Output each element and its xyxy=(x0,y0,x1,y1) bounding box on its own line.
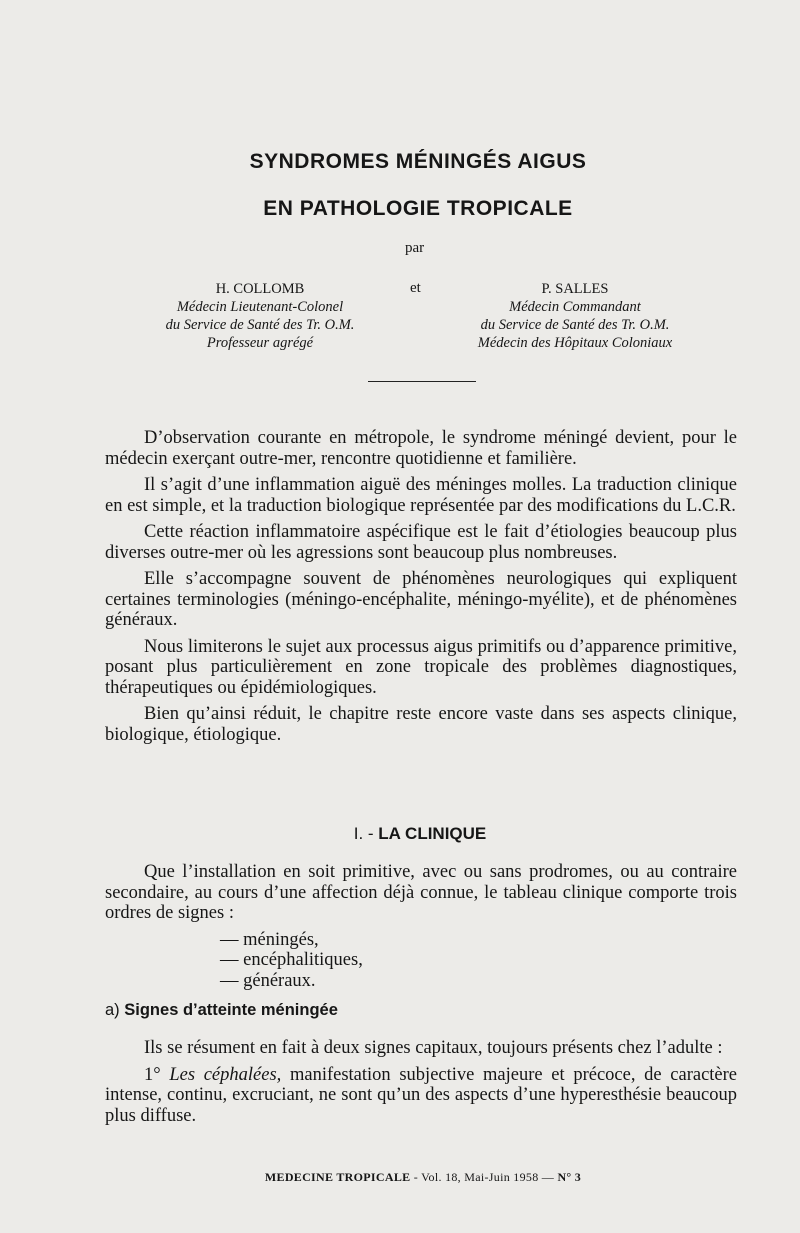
subsection-heading xyxy=(105,1001,338,1020)
paragraph: Que l’installation en soit primitive, avec ou sans prodromes, ou au contraire secondaire, au cours d’une affection déjà connue, le tableau clinique comporte trois ordres de signes : xyxy=(105,862,737,923)
list-item: — encéphalitiques, xyxy=(220,950,363,970)
page-footer xyxy=(0,1170,800,1185)
item-number: 1° xyxy=(144,1064,161,1085)
list-item: — méningés, xyxy=(220,929,319,950)
italic-term: Les céphalées, xyxy=(169,1064,282,1085)
subsection-title: Signes d’atteinte méningée xyxy=(124,1001,338,1019)
author-name: H. COLLOMB xyxy=(215,281,305,297)
journal-name: MEDECINE TROPICALE xyxy=(264,1170,411,1184)
meningeal-signs-text xyxy=(105,1038,737,1132)
paragraph: D’observation courante en métropole, le syndrome méningé devient, pour le médecin exerçant outre-mer, rencontre quotidienne et familière. xyxy=(105,428,737,469)
list-item: — généraux. xyxy=(220,970,316,991)
paragraph: Il s’agit d’une inflammation aiguë des méninges molles. La traduction clinique en est simple, et la traduction biologique représentée par des modifications du L.C.R. xyxy=(105,475,737,516)
journal-details: - Vol. 18, Mai-Juin 1958 — xyxy=(413,1170,555,1184)
author-role: Médecin des Hôpitaux Coloniaux xyxy=(477,335,673,351)
title-line-2: EN PATHOLOGIE TROPICALE xyxy=(263,197,573,220)
byline-et: et xyxy=(410,280,421,296)
author-role: du Service de Santé des Tr. O.M. xyxy=(165,317,355,333)
paragraph: Ils se résument en fait à deux signes capitaux, toujours présents chez l’adulte : xyxy=(144,1038,723,1058)
paragraph: Cette réaction inflammatoire aspécifique est le fait d’étiologies beaucoup plus diverses outre-mer où les agressions sont beaucoup plus nombreuses. xyxy=(105,522,737,563)
intro-text xyxy=(105,428,737,751)
paragraph: Elle s’accompagne souvent de phénomènes neurologiques qui expliquent certaines terminologies (méningo-encéphalite, méningo-myélite), et de phénomènes généraux. xyxy=(105,569,737,630)
author-block-2 xyxy=(432,280,718,352)
section-number: I. - xyxy=(353,824,374,843)
author-block-1 xyxy=(120,280,400,352)
author-role: Médecin Commandant xyxy=(509,299,641,315)
author-name: P. SALLES xyxy=(541,281,609,297)
section-heading xyxy=(0,824,800,844)
section-title: LA CLINIQUE xyxy=(378,824,487,843)
divider-rule xyxy=(368,381,476,382)
byline-par: par xyxy=(405,240,425,256)
paragraph: Nous limiterons le sujet aux processus aigus primitifs ou d’apparence primitive, posant plus particulièrement en zone tropicale des problèmes diagnostiques, thérapeutiques ou épidémiologiques. xyxy=(105,636,737,698)
issue-number: N° 3 xyxy=(557,1170,582,1184)
signs-list xyxy=(105,930,737,992)
paragraph xyxy=(105,1065,737,1127)
author-role: du Service de Santé des Tr. O.M. xyxy=(480,317,670,333)
subsection-marker: a) xyxy=(105,1001,120,1019)
paragraph: Bien qu’ainsi réduit, le chapitre reste encore vaste dans ses aspects clinique, biologique, étiologique. xyxy=(105,704,737,745)
author-role: Professeur agrégé xyxy=(206,335,314,351)
item-text: manifestation subjective majeure et précoce, de caractère intense, continu, excruciant, ne sont qu’un des aspects d’une hyperesthésie beaucoup plus diffuse. xyxy=(105,1064,738,1126)
clinique-text xyxy=(105,862,737,991)
title-line-1: SYNDROMES MÉNINGÉS AIGUS xyxy=(249,150,587,173)
author-role: Médecin Lieutenant-Colonel xyxy=(176,299,344,315)
